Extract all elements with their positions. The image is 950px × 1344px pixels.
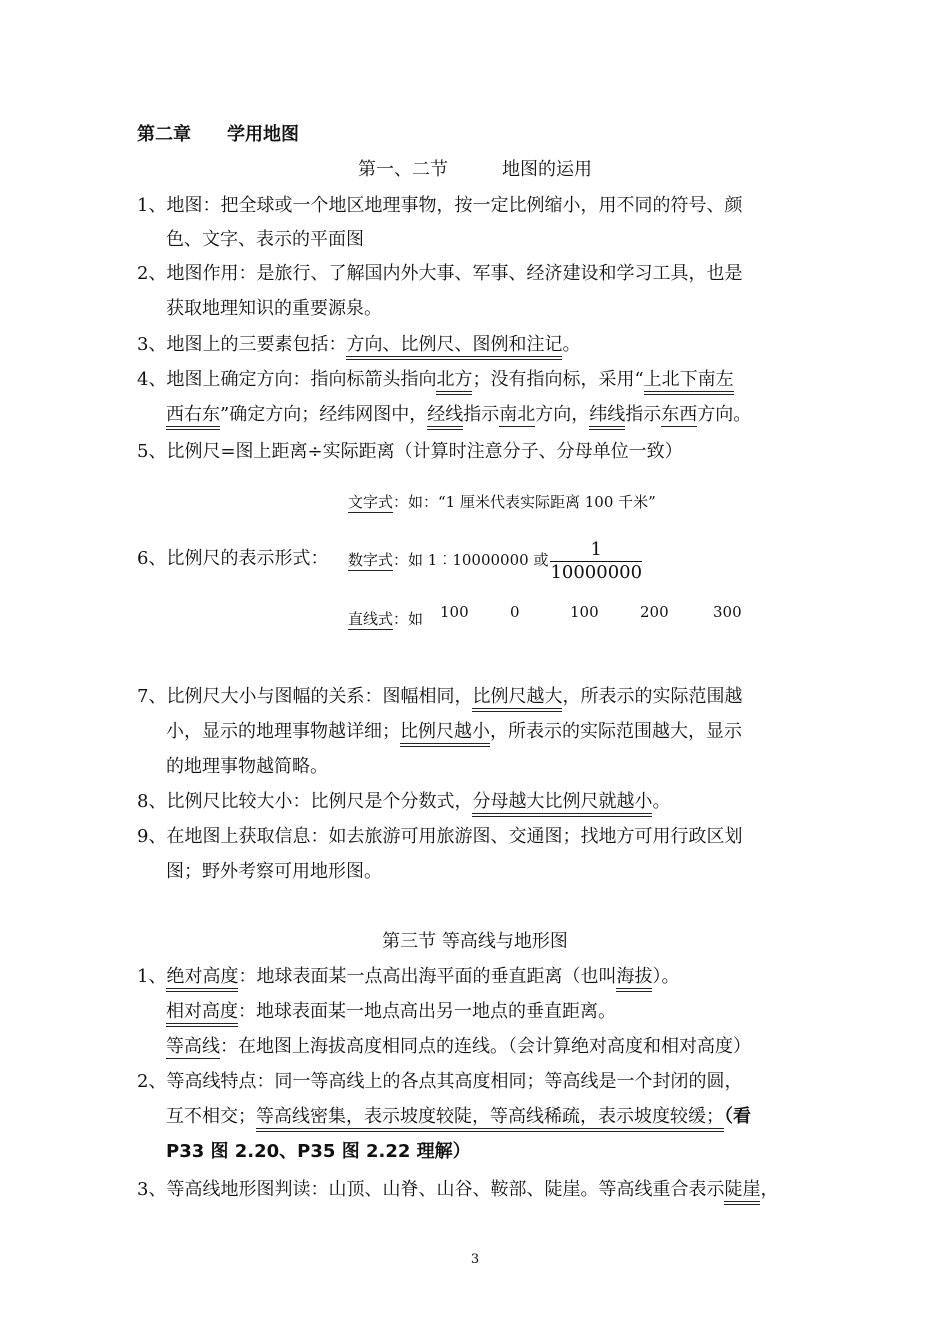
item-4-text-1: 4、地图上确定方向：指向标箭头指向 [137, 369, 437, 390]
item-3-text: 3、地图上的三要素包括： [137, 334, 347, 355]
north-underlined: 北方 [436, 369, 472, 395]
item-7-text-4: ，所表示的实际范围越大，显示 [490, 721, 742, 742]
sec3-item-2-text-1: 互不相交； [166, 1106, 256, 1127]
absolute-height-term: 绝对高度 [166, 966, 238, 992]
item-9-line-1: 9、在地图上获取信息：如去旅游可用旅游图、交通图；找地方可用行政区划 [137, 826, 743, 847]
item-3 [137, 333, 580, 357]
item-7-line-2 [166, 720, 742, 744]
item-8 [137, 790, 670, 814]
fraction-numerator: 1 [550, 539, 642, 562]
item-7-line-3: 的地理事物越简略。 [166, 756, 328, 777]
item-4-text-5: 方向， [535, 404, 590, 425]
sec3-item-2-line-3: P33 图 2.20、P35 图 2.22 理解） [166, 1141, 471, 1162]
east-west-underlined: 东西 [661, 404, 698, 425]
item-2-line-1: 2、地图作用：是旅行、了解国内外大事、军事、经济建设和学习工具，也是 [137, 263, 743, 284]
text-form-value: ：如：“1 厘米代表实际距离 100 千米” [393, 493, 656, 511]
scale-tick-label: 300 [713, 603, 742, 621]
contour-line-definition: ：在地图上海拔高度相同点的连线。（会计算绝对高度和相对高度） [220, 1036, 751, 1057]
scale-fraction [550, 539, 642, 584]
section-title-1-2: 第一、二节 地图的运用 [358, 159, 592, 180]
sec3-item-1-line-1 [137, 965, 679, 989]
item-4-text-6: 指示 [625, 404, 662, 425]
item-9-line-2: 图；野外考察可用地形图。 [166, 861, 382, 882]
item-1-line-2: 色、文字、表示的平面图 [166, 229, 364, 250]
relative-height-term: 相对高度 [166, 1001, 238, 1027]
item-1-line-1: 1、地图：把全球或一个地区地理事物，按一定比例缩小，用不同的符号、颜 [137, 195, 743, 216]
scale-tick-label: 100 [570, 603, 599, 621]
item-4-text-3: ”确定方向；经纬网图中， [220, 404, 428, 425]
item-8-text: 8、比例尺比较大小：比例尺是个分数式， [137, 791, 473, 812]
sec3-item-1-number: 1、 [137, 966, 167, 987]
item-6-label: 6、比例尺的表示形式： [137, 548, 329, 569]
latitude-underlined: 纬线 [589, 404, 625, 430]
numeric-form-value: ：如 1︰10000000 或 [393, 551, 549, 569]
item-5: 5、比例尺=图上距离÷实际距离（计算时注意分子、分母单位一致） [137, 441, 683, 462]
altitude-term: 海拔 [616, 966, 652, 992]
sec3-item-1-line-3 [166, 1035, 751, 1059]
item-7-text-2: ，所表示的实际范围越 [562, 686, 743, 707]
numeric-form-label: 数字式 [348, 551, 394, 569]
item-7-text-1: 7、比例尺大小与图幅的关系：图幅相同， [137, 686, 473, 707]
item-4-text-2: ；没有指向标，采用“ [472, 369, 644, 390]
section-title-3: 第三节 等高线与地形图 [382, 931, 568, 952]
denominator-rule-underlined: 分母越大比例尺就越小 [472, 791, 652, 817]
item-4-text-4: 指示 [463, 404, 500, 425]
item-7-line-1 [137, 685, 742, 709]
sec3-item-1-text-2: ）。 [652, 966, 680, 987]
sec3-item-2-line-1: 2、等高线特点：同一等高线上的各点其高度相同；等高线是一个封闭的圆， [137, 1071, 743, 1092]
longitude-underlined: 经线 [427, 404, 463, 430]
relative-height-definition: ：地球表面某一地点高出另一地点的垂直距离。 [238, 1001, 616, 1022]
sec3-item-1-text-1: ：地球表面某一点高出海平面的垂直距离（也叫 [238, 966, 617, 987]
contour-line-term: 等高线 [166, 1036, 220, 1057]
line-form-label: 直线式 [348, 610, 394, 628]
scale-tick-label: 200 [640, 603, 669, 621]
larger-scale-underlined: 比例尺越大 [472, 686, 562, 712]
scale-line-form [348, 607, 423, 631]
item-7-text-3: 小，显示的地理事物越详细； [166, 721, 400, 742]
sec3-item-3-end: ， [760, 1179, 779, 1200]
item-4-line-1 [137, 368, 734, 392]
scale-tick-label: 0 [510, 603, 520, 621]
cliff-term: 陡崖 [724, 1179, 760, 1205]
item-2-line-2: 获取地理知识的重要源泉。 [166, 298, 382, 319]
text-form-label: 文字式 [348, 493, 394, 511]
item-4-text-7: 方向。 [697, 404, 752, 425]
sec3-item-2-line-2 [166, 1105, 751, 1129]
direction-rule-underlined-1: 上北下南左 [644, 369, 734, 395]
sec3-item-3-line-1 [137, 1178, 778, 1202]
scale-numeric-form [348, 537, 642, 584]
item-8-end: 。 [652, 791, 671, 812]
sec3-item-1-line-2 [166, 1000, 616, 1024]
fraction-denominator: 10000000 [550, 561, 643, 583]
scale-tick-label: 100 [440, 603, 469, 621]
scale-text-form [348, 490, 656, 514]
item-3-end: 。 [562, 334, 581, 355]
page-number: 3 [470, 1252, 480, 1267]
smaller-scale-underlined: 比例尺越小 [400, 721, 490, 747]
item-4-line-2 [166, 403, 751, 427]
map-elements-underlined: 方向、比例尺、图例和注记 [346, 334, 562, 360]
direction-rule-underlined-2: 西右东 [166, 404, 220, 430]
north-south-underlined: 南北 [499, 404, 536, 425]
line-form-value: ：如 [393, 610, 424, 628]
sec3-item-2-text-2: （看 [724, 1106, 751, 1127]
contour-density-underlined: 等高线密集，表示坡度较陡，等高线稀疏，表示坡度较缓； [256, 1106, 724, 1132]
sec3-item-3-text: 3、等高线地形图判读：山顶、山脊、山谷、鞍部、陡崖。等高线重合表示 [137, 1179, 725, 1200]
chapter-title: 第二章 学用地图 [137, 124, 299, 145]
